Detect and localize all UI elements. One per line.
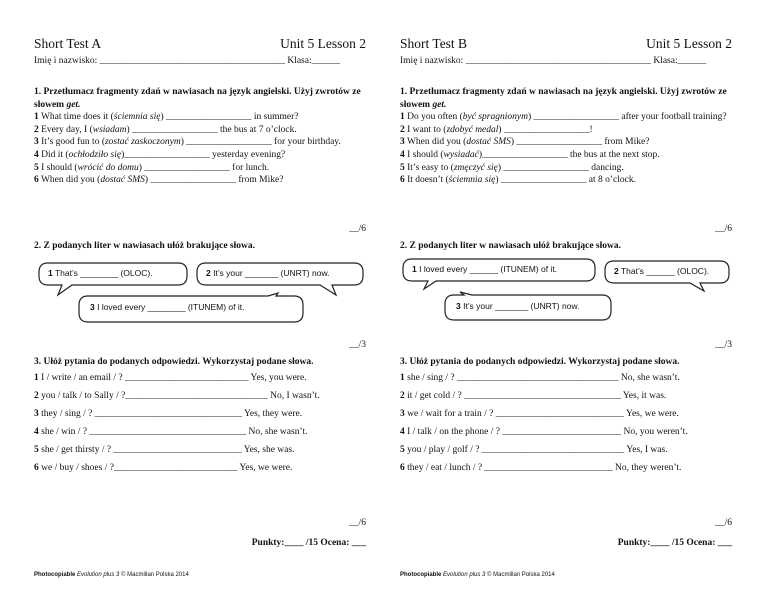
name-class-line: Imię i nazwisko: _______________________________________ Klasa:______ [34, 56, 341, 66]
name-class-line: Imię i nazwisko: _______________________________________ Klasa:______ [400, 56, 707, 66]
exercise-3-title: 3. Ułóż pytania do podanych odpowiedzi. Wykorzystaj podane słowa. [34, 357, 314, 367]
speech-bubble-3 [444, 292, 612, 322]
exercise-item: 1 What time does it (ściemnia się) __________________ in summer? [34, 112, 299, 123]
exercise-item: 4 she / win / ? _________________________________ No, she wasn’t. [34, 426, 308, 437]
exercise-3-items [400, 369, 732, 477]
exercise-item: 6 When did you (dostać SMS) __________________ from Mike? [34, 175, 284, 186]
speech-bubble-1 [402, 258, 596, 290]
exercise-1-title: 1. Przetłumacz fragmenty zdań w nawiasach na język angielski. Użyj zwrotów ze słowem get. [34, 87, 361, 110]
bubble-text: 3 It’s your _______ (UNRT) now. [456, 301, 580, 311]
exercise-2-score: __/3 [349, 340, 366, 350]
test-title: Short Test A [34, 36, 102, 51]
bubble-text: 1 That’s ________ (OLOC). [48, 268, 153, 278]
exercise-item: 5 you / play / golf / ? ______________________________ Yes, I was. [400, 444, 668, 455]
bubble-text: 2 That’s ______ (OLOC). [614, 266, 710, 276]
copyright-footer: Photocopiable Evolution plus 3 © Macmillan Polska 2014 [34, 572, 189, 578]
exercise-1 [34, 86, 366, 187]
speech-bubble-1 [38, 262, 188, 296]
exercise-3-score: __/6 [715, 518, 732, 528]
exercise-item: 4 I should (wysiadać)__________________ the bus at the next stop. [400, 149, 660, 160]
exercise-item: 2 I want to (zdobyć medal) __________________! [400, 124, 593, 135]
short-test-a [34, 0, 366, 594]
exercise-item: 3 they / sing / ? _______________________________ Yes, they were. [34, 408, 303, 419]
exercise-2 [400, 240, 732, 253]
bubble-outline [604, 260, 730, 292]
test-header [34, 36, 366, 54]
exercise-item: 5 I should (wrócić do domu) __________________ for lunch. [34, 162, 270, 173]
exercise-item: 3 we / wait for a train / ? ___________________________ Yes, we were. [400, 408, 679, 419]
bubble-text: 1 I loved every ______ (ITUNEM) of it. [412, 264, 558, 274]
unit-label: Unit 5 Lesson 2 [646, 36, 732, 51]
exercise-2-title: 2. Z podanych liter w nawiasach ułóż brakujące słowa. [400, 241, 621, 251]
exercise-1 [400, 86, 732, 187]
exercise-3 [34, 356, 366, 477]
exercise-item: 2 you / talk / to Sally / ?______________________________ No, I wasn’t. [34, 390, 320, 401]
exercise-1-score: __/6 [715, 224, 732, 234]
short-test-b [400, 0, 732, 594]
exercise-item: 6 It doesn’t (ściemnia się) __________________ at 8 o’clock. [400, 175, 636, 186]
copyright-footer: Photocopiable Evolution plus 3 © Macmillan Polska 2014 [400, 572, 555, 578]
exercise-item: 2 Every day, I (wsiadam) __________________ the bus at 7 o’clock. [34, 124, 297, 135]
exercise-item: 1 Do you often (być spragnionym) __________________ after your football training? [400, 112, 727, 123]
exercise-item: 6 they / eat / lunch / ? ___________________________ No, they weren’t. [400, 462, 682, 473]
exercise-2-score: __/3 [715, 340, 732, 350]
exercise-1-title: 1. Przetłumacz fragmenty zdań w nawiasach na język angielski. Użyj zwrotów ze słowem get. [400, 87, 727, 110]
exercise-2-title: 2. Z podanych liter w nawiasach ułóż brakujące słowa. [34, 241, 255, 251]
exercise-3 [400, 356, 732, 477]
bubble-outline [402, 258, 596, 290]
exercise-item: 2 it / get cold / ? _________________________________ Yes, it was. [400, 390, 667, 401]
exercise-2 [34, 240, 366, 253]
test-header [400, 36, 732, 54]
exercise-3-title: 3. Ułóż pytania do podanych odpowiedzi. Wykorzystaj podane słowa. [400, 357, 680, 367]
exercise-item: 4 I / talk / on the phone / ? _________________________ No, you weren’t. [400, 426, 688, 437]
exercise-3-score: __/6 [349, 518, 366, 528]
exercise-3-items [34, 369, 366, 477]
speech-bubble-2 [604, 260, 730, 292]
bubble-text: 2 It’s your _______ (UNRT) now. [206, 268, 330, 278]
points-grade-line: Punkty:____ /15 Ocena: ___ [617, 538, 732, 548]
bubble-text: 3 I loved every ________ (ITUNEM) of it. [90, 302, 245, 312]
exercise-item: 1 she / sing / ? __________________________________ No, she wasn’t. [400, 372, 680, 383]
exercise-item: 5 It’s easy to (zmęczyć się) __________________ dancing. [400, 162, 624, 173]
test-title: Short Test B [400, 36, 468, 51]
exercise-1-items [34, 111, 366, 187]
exercise-item: 5 she / get thirsty / ? ___________________________ Yes, she was. [34, 444, 295, 455]
exercise-1-score: __/6 [349, 224, 366, 234]
exercise-item: 6 we / buy / shoes / ?__________________________ Yes, we were. [34, 462, 293, 473]
exercise-1-items [400, 111, 732, 187]
unit-label: Unit 5 Lesson 2 [280, 36, 366, 51]
exercise-item: 3 It’s good fun to (zostać zaskoczonym) __________________ for your birthday. [34, 137, 341, 148]
speech-bubble-2 [196, 262, 364, 296]
speech-bubble-3 [78, 292, 304, 324]
exercise-item: 4 Did it (ochłodziło się)__________________ yesterday evening? [34, 149, 286, 160]
points-grade-line: Punkty:____ /15 Ocena: ___ [251, 538, 366, 548]
exercise-item: 3 When did you (dostać SMS) __________________ from Mike? [400, 137, 650, 148]
exercise-item: 1 I / write / an email / ? __________________________ Yes, you were. [34, 372, 307, 383]
